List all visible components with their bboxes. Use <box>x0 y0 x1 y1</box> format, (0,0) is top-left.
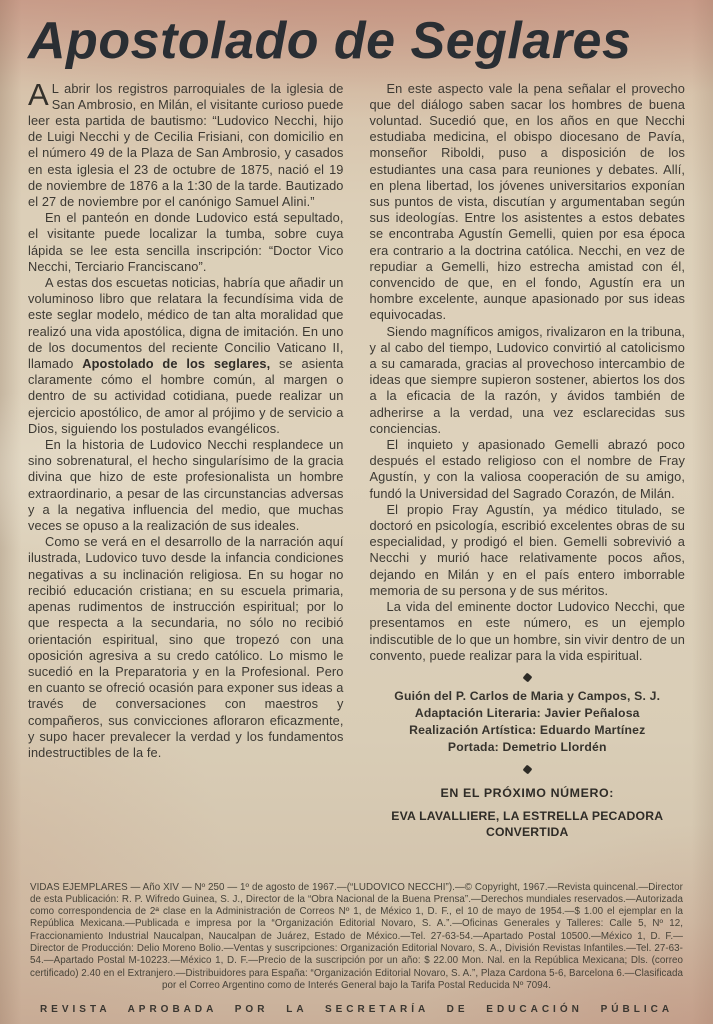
diamond-icon <box>522 672 532 682</box>
article-body <box>28 76 685 869</box>
paragraph-text: L abrir los registros parroquiales de la iglesia de San Ambrosio, en Milán, el visitante curioso puede leer esta partida de bautismo: “Ludovico Necchi, hijo de Luigi Necchi y de Cecilia Frisiani, con domicilio en el número 49 de la Plaza de San Ambrosio, y casados en esta iglesia el 23 de octubre de 1875, nació el 19 de noviembre de 1876 a la 1:30 de la tarde. Bautizado el 27 de noviembre por el canónigo Samuel Alini.” <box>28 80 344 210</box>
next-issue-label: EN EL PRÓXIMO NÚMERO: <box>440 785 614 800</box>
approval-line: REVISTA APROBADA POR LA SECRETARÍA DE EDUCACIÓN PÚBLICA <box>39 1004 674 1016</box>
section-divider <box>370 673 686 681</box>
next-issue-title: EVA LAVALLIERE, LA ESTRELLA PECADORA CONVERTIDA <box>391 809 664 840</box>
bold-phrase: Apostolado de los seglares, <box>82 356 271 372</box>
credit-line: Guión del P. Carlos de Maria y Campos, S. J. <box>394 688 661 703</box>
paragraph: El propio Fray Agustín, ya médico titulado, se doctoró en psicología, escribió excelentes obras de su especialidad, y prodigó el bien. Gemelli sobrevivió a Necchi y murió hace relativamente pocos años, dejando en Milán y en el país entero imborrable memoria de su persona y de sus méritos. <box>369 501 685 598</box>
credit-line: Realización Artística: Eduardo Martínez <box>409 722 646 737</box>
paragraph: El inquieto y apasionado Gemelli abrazó poco después el estado religioso con el nombre de Fray Agustín, y con la valiosa cooperación de su amigo, fundó la Universidad del Sagrado Corazón, de Milán. <box>369 437 685 501</box>
paragraph-text: A estas dos escuetas noticias, habría que añadir un voluminoso libro que relatara la fecundísima vida de este seglar modelo, médico de tan alta moralidad que realizó una vida apostólica, digna de imitación. En uno de los documentos del reciente Concilio Vaticano II, llamado <box>28 275 344 372</box>
paragraph-text: se asienta claramente cómo el hombre común, al margen o dentro de su actividad cotidiana, puede realizar un ejercicio apostólico, de amor al prójimo y de servicio a Dios, siguiendo los postulados evangélicos. <box>28 356 344 436</box>
credit-line: Portada: Demetrio Llordén <box>447 739 607 754</box>
section-divider <box>370 765 686 773</box>
paragraph <box>28 275 344 437</box>
left-column <box>28 76 344 762</box>
credit-line: Adaptación Literaria: Javier Peñalosa <box>414 705 640 720</box>
next-issue-block <box>370 785 686 841</box>
paragraph: Como se verá en el desarrollo de la narración aquí ilustrada, Ludovico tuvo desde la infancia condiciones negativas a su inclinación religiosa. En su hogar no recibió educación cristiana; en su escuela primaria, apenas rudimentos de instrucción espiritual; por lo que respecta a la secundaria, no sólo no recibió orientación espiritual, sino que tropezó con una oposición agresiva a su credo católico. Lo mismo le sucedió en la Preparatoria y en la Profesional. Pero en cuanto se ofreció ocasión para exponer sus ideas a través de conversaciones con maestros y compañeros, sus convicciones afloraron eficazmente, y supo hacer prevalecer la verdad y los fundamentos indestructibles de la fe. <box>28 534 344 760</box>
paragraph: Siendo magníficos amigos, rivalizaron en la tribuna, y al cabo del tiempo, Ludovico convirtió al catolicismo a su camarada, gracias al provechoso intercambio de ideas que siempre supieron sostener, abiertos los dos a la eficacia de la razón, y ávidos también de adherirse a la verdad, una vez esclarecidas sus conciencias. <box>369 323 685 436</box>
credits-block <box>370 688 686 756</box>
colophon-fine-print: VIDAS EJEMPLARES — Año XIV — Nº 250 — 1º de agosto de 1967.—(“LUDOVICO NECCHI”).—© Copyright, 1967.—Revista quincenal.—Director de esta Publicación: R. P. Wifredo Guinea, S. J., Director de la “Obra Nacional de la Buena Prensa”.—Derechos mundiales reservados.—Autorizada como correspondencia de 2ª clase en la Administración de Correos Nº 1, de México 1, D. F., el 10 de mayo de 1954.—$ 1.00 el ejemplar en la República Mexicana.—Publicada e impresa por la “Organización Editorial Novaro, S. A.”.—Oficinas Generales y Talleres: Calle 5, Nº 12, Fraccionamiento Industrial Naucalpan, Naucalpan de Juárez, Estado de México.—Tel. 27-63-54.—Apartado Postal 10500.—México 1, D. F.—Director de Producción: Delio Moreno Bolio.—Ventas y suscripciones: Organización Editorial Novaro, S. A., División Revistas Infantiles.—Tel. 27-63-54.—Apartado Postal M-10223.—México 1, D. F.—Precio de la suscripción por un año: $ 22.00 Mon. Nal. en la República Mexicana; Dls. (correo certificado) 2.40 en el Extranjero.—Distribuidores para España: “Organización Editorial Novaro, S. A.”, Plaza Cardona 5-6, Barcelona 6.—Clasificada por el Correo Argentino como de Interés General bajo la Tarifa Postal Reducida Nº 7094. <box>30 881 683 991</box>
paragraph: La vida del eminente doctor Ludovico Necchi, que presentamos en este número, es un ejemplo indiscutible de lo que un hombre, sin vivir dentro de un convento, puede realizar para la vida espiritual. <box>369 599 685 663</box>
paragraph: En este aspecto vale la pena señalar el provecho que del diálogo saben sacar los hombres de buena voluntad. Sucedió que, en los años en que Necchi estudiaba medicina, el obispo diocesano de Pavía, monseñor Riboldi, puso a disposición de los estudiantes una casa para reuniones y debates. Allí, en plena libertad, los jóvenes universitarios exponían sus puntos de vista, discutían y argumentaban según sus ideologías. Entre los asistentes a estos debates se encontraba Agustín Gemelli, quien por esa época era contrario a la doctrina católica. Necchi, en vez de repudiar a Gemelli, hizo estrecha amistad con él, convencido de que, en el fondo, Agustín era un hombre excelente, aunque apasionado por sus ideas equivocadas. <box>369 80 685 323</box>
paragraph: En la historia de Ludovico Necchi resplandece un sino sobrenatural, el hecho singularísimo de la gracia divina que hizo de este profesionalista un hombre extraordinario, a pesar de las circunstancias adversas y a la negativa influencia del medio, que muchas veces se opuso a la realización de sus ideales. <box>28 437 344 534</box>
drop-cap: A <box>28 76 49 112</box>
page-title: Apostolado de Seglares <box>28 12 632 70</box>
right-column <box>370 81 686 841</box>
paragraph: En el panteón en donde Ludovico está sepultado, el visitante puede localizar la tumba, sobre cuya lápida se lee esta sencilla inscripción: “Doctor Vico Necchi, Terciario Franciscano”. <box>28 210 344 274</box>
paragraph <box>28 76 344 211</box>
diamond-icon <box>522 764 532 774</box>
